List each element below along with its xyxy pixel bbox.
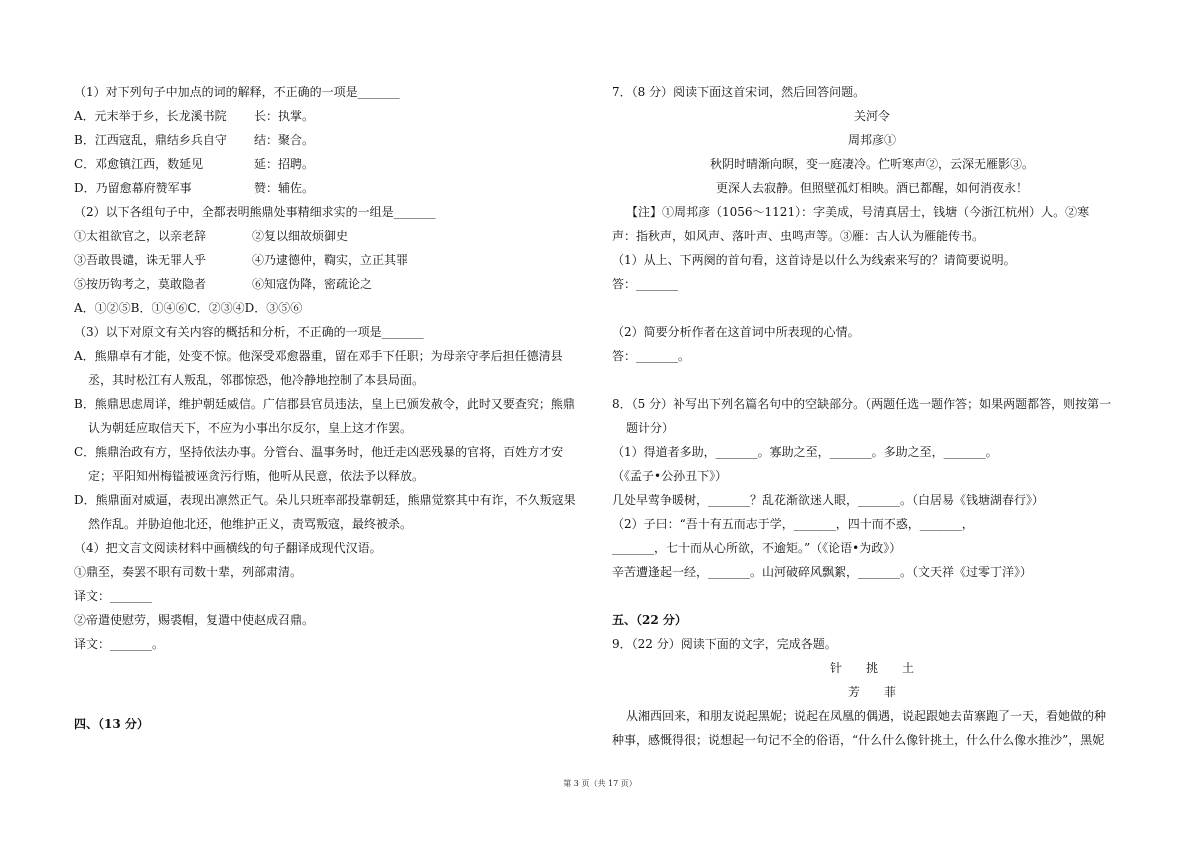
q8-part-1-source: （《孟子•公孙丑下》） [612, 470, 728, 483]
left-column [74, 86, 584, 742]
q3-option-b-cont: 认为朝廷应取信天下，不应为小事出尔反尔，皇上这才作罢。 [88, 422, 413, 435]
q1-option-d: D．乃留愈幕府赞军事 赞：辅佐。 [74, 182, 315, 195]
q7-answer-2: 答：_______。 [612, 350, 691, 363]
q8-stem: 8．（5 分）补写出下列名篇名句中的空缺部分。（两题任选一题作答；如果两题都答，则按第一 [612, 398, 1112, 411]
q8-stem-cont: 题计分） [626, 422, 675, 435]
q2-pair: ③吾敢畏谴，诛无罪人乎 ④乃逮德仲，鞫实，立正其罪 [74, 254, 409, 267]
q4-answer-2: 译文：_______。 [74, 638, 165, 651]
q3-option-d-cont: 然作乱。并胁迫他北还，他维护正义，责骂叛寇，最终被杀。 [88, 518, 413, 531]
q3-option-d: D．熊鼎面对威逼，表现出凛然正气。朵儿只班率部投靠朝廷，熊鼎觉察其中有诈，不久叛寇果 [74, 494, 576, 507]
q8-part-1: （1）得道者多助，_______。寡助之至，_______。多助之至，_______。 [612, 446, 998, 459]
q1-option-a: A．元末举于乡，长龙溪书院 长：执掌。 [74, 110, 315, 123]
q3-stem: （3）以下对原文有关内容的概括和分析，不正确的一项是_______ [74, 326, 424, 339]
page-number: 第 3 页（共 17 页） [563, 779, 637, 788]
poem-line-2: 更深人去寂静。但照壁孤灯相映。酒已都醒，如何消夜永！ [715, 182, 1028, 195]
q8-part-2-poem: 辛苦遭逢起一经，_______。山河破碎风飘絮，_______。（文天祥《过零丁洋》） [612, 566, 1033, 579]
q2-choices: A．①②⑤B．①④⑥C．②③④D．③⑤⑥ [74, 302, 303, 315]
q1-option-b: B．江西寇乱，鼎结乡兵自守 结：聚合。 [74, 134, 315, 147]
q4-sentence-2: ②帝遣使慰劳，赐裘帽，复遣中使赵成召鼎。 [74, 614, 315, 627]
q2-stem: （2）以下各组句子中，全都表明熊鼎处事精细求实的一组是_______ [74, 206, 436, 219]
q7-part-2: （2）简要分析作者在这首词中所表现的心情。 [612, 326, 860, 339]
q2-pair: ⑤按历钩考之，莫敢隐者 ⑥知寇伪降，密疏论之 [74, 278, 373, 291]
poem-note-2: 声：指秋声，如风声、落叶声、虫鸣声等。③雁：古人认为雁能传书。 [612, 230, 985, 243]
essay-paragraph: 从湘西回来，和朋友说起黑妮；说起在凤凰的偶遇，说起跟她去苗寨跑了一天，看她做的种 [626, 710, 1107, 723]
q7-part-1: （1）从上、下两阕的首句看，这首诗是以什么为线索来写的？请简要说明。 [612, 254, 1016, 267]
section-5-heading: 五、（22 分） [612, 614, 687, 627]
q1-option-c: C．邓愈镇江西，数延见 延：招聘。 [74, 158, 315, 171]
q7-stem: 7．（8 分）阅读下面这首宋词，然后回答问题。 [612, 86, 866, 99]
right-column [612, 86, 1132, 758]
q3-option-a: A．熊鼎卓有才能，处变不惊。他深受邓愈器重，留在邓手下任职；为母亲守孝后担任德清县 [74, 350, 563, 363]
q3-option-b: B．熊鼎思虑周详，维护朝廷威信。广信郡县官员违法，皇上已颁发赦令，此时又要查究；熊鼎 [74, 398, 575, 411]
q4-sentence-1: ①鼎至，奏罢不职有司数十辈，列部肃清。 [74, 566, 303, 579]
q9-stem: 9．（22 分）阅读下面的文字，完成各题。 [612, 638, 837, 651]
poem-note-1: 【注】①周邦彦（1056～1121）：字美成，号清真居士，钱塘（今浙江杭州）人。②寒 [626, 206, 1090, 219]
poem-line-1: 秋阴时晴渐向暝，变一庭凄冷。伫听寒声②，云深无雁影③。 [709, 158, 1034, 171]
poem-title: 关河令 [853, 110, 890, 123]
q7-answer-1: 答：_______ [612, 278, 679, 291]
essay-title: 针 挑 土 [829, 662, 914, 675]
poem-author: 周邦彦① [847, 134, 896, 147]
section-4-heading: 四、（13 分） [74, 718, 149, 731]
q3-option-c: C．熊鼎治政有方，坚持依法办事。分管台、温事务时，他迁走凶恶残暴的官将，百姓方才安 [74, 446, 564, 459]
q2-pair: ①太祖欲官之，以亲老辞 ②复以细故烦御史 [74, 230, 349, 243]
q8-part-1-poem: 几处早莺争暖树，_______？乱花渐欲迷人眼，_______。（白居易《钱塘湖春行》） [612, 494, 1045, 507]
q3-option-c-cont: 定；平阳知州梅镒被诬贪污行贿，他听从民意，依法予以释放。 [88, 470, 425, 483]
q3-option-a-cont: 丞，其时松江有人叛乱，邻郡惊恐，他冷静地控制了本县局面。 [88, 374, 425, 387]
q8-part-2: （2）子曰：“吾十有五而志于学，_______，四十而不惑，_______， [612, 518, 974, 531]
essay-paragraph-cont: 种事，感慨得很；说想起一句记不全的俗语，“什么什么像针挑土，什么什么像水推沙”，黑妮 [612, 734, 1105, 747]
essay-author: 芳 菲 [847, 686, 896, 699]
q4-stem: （4）把文言文阅读材料中画横线的句子翻译成现代汉语。 [74, 542, 382, 555]
q4-answer-1: 译文：_______ [74, 590, 153, 603]
q1-stem: （1）对下列句子中加点的词的解释，不正确的一项是_______ [74, 86, 400, 99]
q8-part-2-cont: _______，七十而从心所欲，不逾矩。”（《论语•为政》） [612, 542, 902, 555]
